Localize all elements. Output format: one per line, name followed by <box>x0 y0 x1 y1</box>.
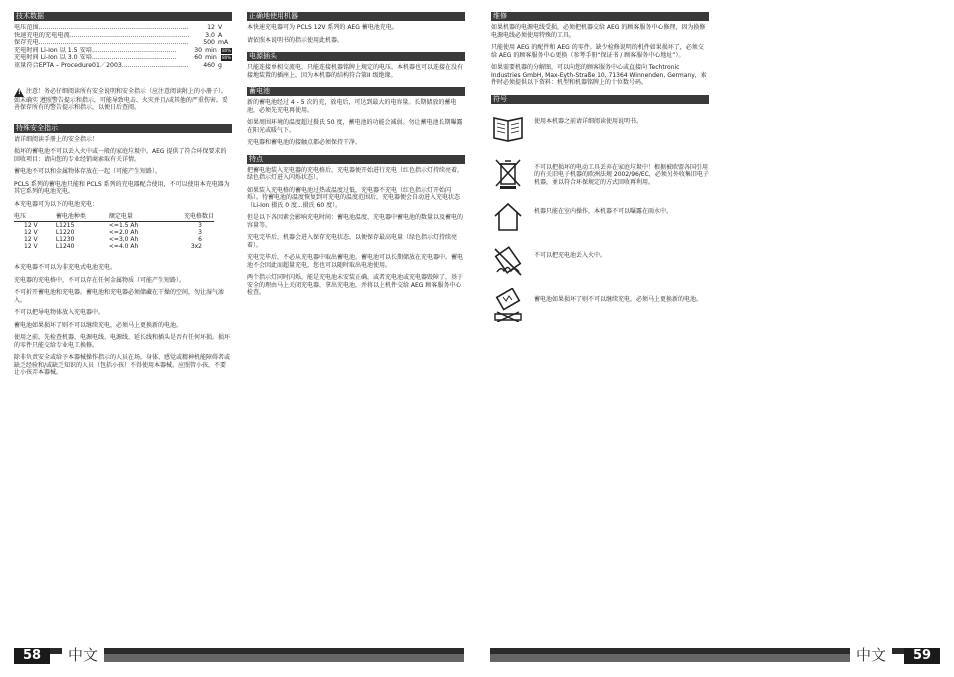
battery-p2: 如果周围环境的温度超过摄氏 50 度，蓄电池的功能会减弱。勿让蓄电池长期曝露在阳光或暖气下。 <box>247 119 463 134</box>
table-row: 12 V L1215 <=1.5 Ah 3 <box>24 222 202 230</box>
safety-p4: PCLS 系列的蓄电池只能和 PCLS 系列的充电器配合使用，不可以使用本充电器为其它系列的电池充电。 <box>14 180 230 196</box>
maintenance-p1: 如果机器的电源电线受损，必须把机器交给 AEG 的顾客服务中心修理，因为换修电源电线必须使用特殊的工具。 <box>491 24 706 39</box>
safety-p12: 除非负责安全或给予本器械操作指示的人员在场，身体、感觉或精神机能障碍者或缺乏经验和/或缺乏知识的人员（包括小孩）不得使用本器械。应照管小孩，不要让小孩弄本器械。 <box>14 354 231 377</box>
safety-p2: 损坏的蓄电池不可以丢入火中或一般的家庭垃圾中。AEG 提供了符合环保要求的回收项目：请向您的专业经销商索取有关详情。 <box>14 148 227 163</box>
spec-row: 重量符合EPTA – Procedure01／2003 ..... 460 g <box>14 62 232 70</box>
tech-data-list <box>14 24 232 70</box>
spec-row: 保存充电 ..... 500 mA <box>14 39 232 47</box>
symbol-text: 不可以把充电池丢入火中。 <box>534 251 607 259</box>
maintenance-p3: 如果需要机器的分解图，可以向您的顾客服务中心或直接向 Techtronic Industries GmbH, Max-Eyth-Straße 10, 71364 Winnenden, Germany，索件时必须提供以下资料：机型和机器铭牌上的十位数号码。 <box>491 64 707 86</box>
features-heading: 特点 <box>247 155 465 164</box>
battery-heading: 蓄电池 <box>247 87 465 96</box>
table-header-row: 电压 蓄电池种类 额定电量 充电格数目 <box>14 213 214 221</box>
safety-p8: 不可折开蓄电池和充电器。蓄电池和充电器必须储藏在干燥的空间，勿让湿气渗入。 <box>14 289 225 304</box>
table-row: 12 V L1240 <=4.0 Ah 3x2 <box>24 243 202 251</box>
crossed-bin-icon <box>491 156 525 190</box>
power-p1: 只能连接单相交流电，只能连接机器铭牌上规定的电压。本机器也可以连接在没有接地装置的插座上，因为本机器的结构符合第II 级绝缘。 <box>247 64 464 79</box>
symbol-row <box>491 244 709 278</box>
safety-p10: 蓄电池如果损坏了则不可以继续充电，必须马上更换新的电池。 <box>14 321 183 329</box>
footer-bar-lower <box>104 654 464 662</box>
safety-p9: 不可以把导电物体放入充电器中。 <box>14 309 105 317</box>
battery-p1: 新的蓄电池经过 4 - 5 次的充，放电后，可达到最大的电容量。长期储放的蓄电池，必须先充电再使用。 <box>247 99 457 114</box>
warning-icon <box>14 88 24 97</box>
spec-row: 电压范围 ..... 12 V <box>14 24 232 32</box>
table-row: 12 V L1230 <=3.0 Ah 6 <box>24 236 202 244</box>
footer-bar-lower <box>490 654 850 662</box>
power-plug-heading: 电源插头 <box>247 52 465 61</box>
indoor-use-icon <box>491 200 525 234</box>
page-number: 59 <box>904 648 940 664</box>
safety-p11: 使用之前，先检查机器、电源电线、电源线、延长线和插头是否有任何坏损。损坏的零件只能交给专业电工换修。 <box>14 334 231 349</box>
features-p3: 但是以下各因素会影响充电时间：蓄电池温度、充电器中蓄电池的数量以及蓄电的容量等。 <box>247 214 464 229</box>
tech-data-heading: 技术数据 <box>14 12 232 21</box>
symbol-row <box>491 200 709 234</box>
left-column-2 <box>247 12 465 302</box>
maintenance-heading: 维修 <box>491 12 709 21</box>
features-p2: 如果装入充电格的蓄电池过热或温度过低，充电器不充电（红色指示灯开始闪烁）。待蓄电池的温度恢复到可充电的温度范围后，充电器便会自动进入充电状态（Li-Ion 摄氏 0 度...摄氏 60 度）。 <box>247 186 461 209</box>
table-row: 12 V L1220 <=2.0 Ah 3 <box>24 229 202 237</box>
special-safety-heading: 特殊安全指示 <box>14 124 232 133</box>
usage-p1: 本快速充电器可为 PCLS 12V 系列的 AEG 蓄电池充电。 <box>247 24 398 31</box>
left-footer <box>14 648 464 664</box>
safety-p5: 本充电器可为以下的电池充电： <box>14 200 99 208</box>
warning-paragraph: !注意！务必仔细阅读所有安全说明和安全指示（应注意阅读附上的小册子）。如未确实 遵照警告提示和指示，可能导致电击、火灾并且/或其他的严重伤害。妥善保存所有的警告提示和指示，以便日后查阅。 <box>14 88 232 112</box>
symbols-heading: 符号 <box>491 95 709 104</box>
symbol-row <box>491 156 709 190</box>
symbol-row <box>491 288 709 322</box>
no-charge-damaged-icon <box>491 288 525 322</box>
right-column <box>491 12 709 332</box>
spec-row: 充电时间 Li-Ion 以 1.5 安培 ..... 30 min 80% <box>14 47 232 55</box>
battery-p3: 充电器和蓄电池的接触点都必须保持干净。 <box>247 139 362 146</box>
maintenance-p2: 只能使用 AEG 的配件和 AEG 的零件。缺少检修说明的机件如果损坏了，必须交给 AEG 的顾客服务中心更换（参考手册“保证书 / 顾客服务中心地址”）。 <box>491 44 704 59</box>
symbol-text: 不可以把损坏的电动工具丢弃在家庭垃圾中！根据被欧盟各国引用的有关旧电子机器的欧洲法规 2002/96/EC，必须另外收集旧电子机器，並以符合环保规定的方式回收再利用。 <box>534 163 709 186</box>
right-footer <box>490 648 940 664</box>
features-p5: 充电完毕后，不必从充电器中取出蓄电池，蓄电池可以长期储放在充电器中。蓄电池不会因此而超量充电，您也可以随时取出电池使用。 <box>247 254 464 269</box>
battery-80-percent-icon: 80% <box>222 55 231 61</box>
symbol-row <box>491 110 709 144</box>
no-fire-battery-icon <box>491 244 525 278</box>
correct-use-heading: 正确地使用机器 <box>247 12 465 21</box>
spec-row: 快速充电的充电电流 ..... 3.0 A <box>14 32 232 40</box>
symbol-text: 蓄电池如果损坏了则不可以继续充电，必须马上更换新的电池。 <box>534 295 703 303</box>
features-p6: 两个指示灯同时闪烁，能是充电池未安装正确，或者充电池或充电器毁障了，基于安全的理由马上关闭充电器，拿出充电池，并将以上机件交给 AEG 顾客服务中心检查。 <box>247 274 464 296</box>
features-p1: 把蓄电池装入充电器的充电格后，充电器便开始进行充电（红色指示灯持续亮着，绿色指示灯进入闪烁状态）。 <box>247 166 464 181</box>
features-p4: 充电完毕后，机器会进入保存充电状态，以便保存最高电量（绿色指示灯持续亮着）。 <box>247 234 458 249</box>
safety-p7: 充电器的充电格中，不可以存在任何金属物质（可能产生短路）。 <box>14 276 186 284</box>
safety-p1: 请详细阅读手册上的安全指示！ <box>14 135 99 143</box>
language-label: 中文 <box>62 646 104 664</box>
spec-row: 充电时间 Li-Ion 以 3.0 安培 ..... 60 min 80% <box>14 54 232 62</box>
left-column-1 <box>14 12 232 382</box>
safety-p3: 蓄电池不可以和金属物体存放在一起（可能产生短路）。 <box>14 168 162 176</box>
usage-p2: 请依照本说明书的指示使用此机器。 <box>247 36 344 44</box>
page-number: 58 <box>14 648 50 664</box>
symbol-text: 使用本机器之前请详细阅读使用说明书。 <box>534 117 643 125</box>
symbol-text: 机器只能在室内操作，本机器不可以曝露在雨水中。 <box>534 207 673 215</box>
language-label: 中文 <box>850 646 892 664</box>
safety-p6: 本充电器不可以为非充电式电池充电。 <box>14 264 117 272</box>
battery-table <box>14 213 214 250</box>
read-manual-icon <box>491 110 525 144</box>
battery-80-percent-icon: 80% <box>222 47 231 53</box>
